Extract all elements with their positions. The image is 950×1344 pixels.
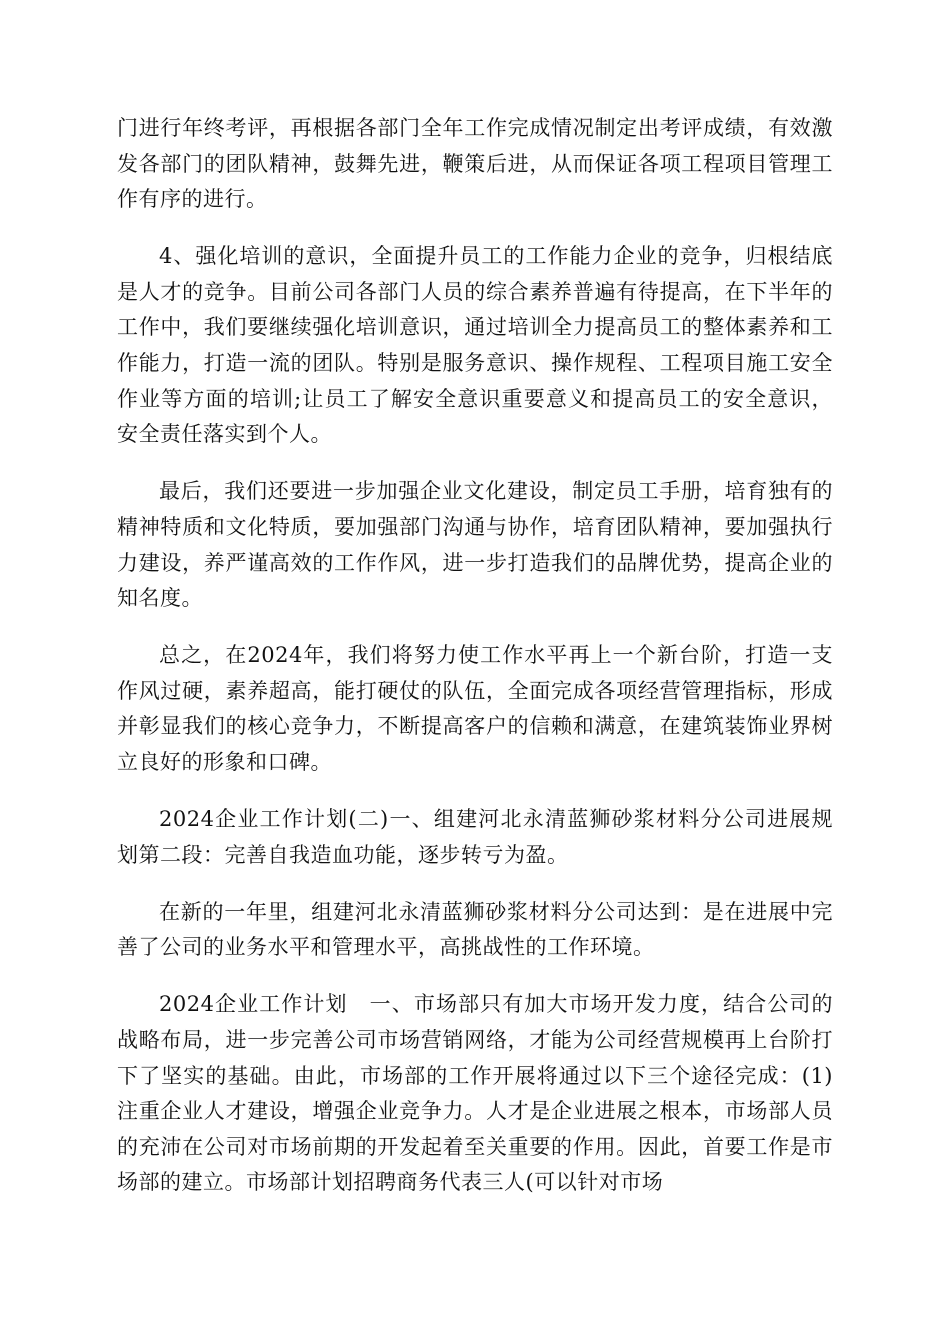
paragraph-marketing-plan: 2024企业工作计划 一、市场部只有加大市场开发力度，结合公司的战略布局，进一步完善公司市场营销网络，才能为公司经营规模再上台阶打下了坚实的基础。由此，市场部的工作开展将通过以下三个途径完成：(1)注重企业人才建设，增强企业竞争力。人才是企业进展之根本，市场部人员的充沛在公司对市场前期的开发起着至关重要的作用。因此，首要工作是市场部的建立。市场部计划招聘商务代表三人(可以针对市场 [117,992,833,1195]
paragraph-training: 4、强化培训的意识，全面提升员工的工作能力企业的竞争，归根结底是人才的竞争。目前公司各部门人员的综合素养普遍有待提高，在下半年的工作中，我们要继续强化培训意识，通过培训全力提高员工的整体素养和工作能力，打造一流的团队。特别是服务意识、操作规程、工程项目施工安全作业等方面的培训;让员工了解安全意识重要意义和提高员工的安全意识，安全责任落实到个人。 [117,244,833,447]
paragraph-plan-two-heading: 2024企业工作计划(二)一、组建河北永清蓝狮砂浆材料分公司进展规划第二段：完善自我造血功能，逐步转亏为盈。 [117,807,833,867]
paragraph-corporate-culture: 最后，我们还要进一步加强企业文化建设，制定员工手册，培育独有的精神特质和文化特质，要加强部门沟通与协作，培育团队精神，要加强执行力建设，养严谨高效的工作作风，进一步打造我们的品牌优势，提高企业的知名度。 [117,479,833,611]
paragraph-new-year-goal: 在新的一年里，组建河北永清蓝狮砂浆材料分公司达到：是在进展中完善了公司的业务水平和管理水平，高挑战性的工作环境。 [117,899,833,960]
paragraph-evaluation-continuation: 门进行年终考评，再根据各部门全年工作完成情况制定出考评成绩，有效激发各部门的团队精神，鼓舞先进，鞭策后进，从而保证各项工程项目管理工作有序的进行。 [117,116,833,212]
paragraph-conclusion: 总之，在2024年，我们将努力使工作水平再上一个新台阶，打造一支作风过硬，素养超高，能打硬仗的队伍，全面完成各项经营管理指标，形成并彰显我们的核心竞争力，不断提高客户的信赖和满意，在建筑装饰业界树立良好的形象和口碑。 [117,643,833,774]
document-body [117,111,833,1223]
